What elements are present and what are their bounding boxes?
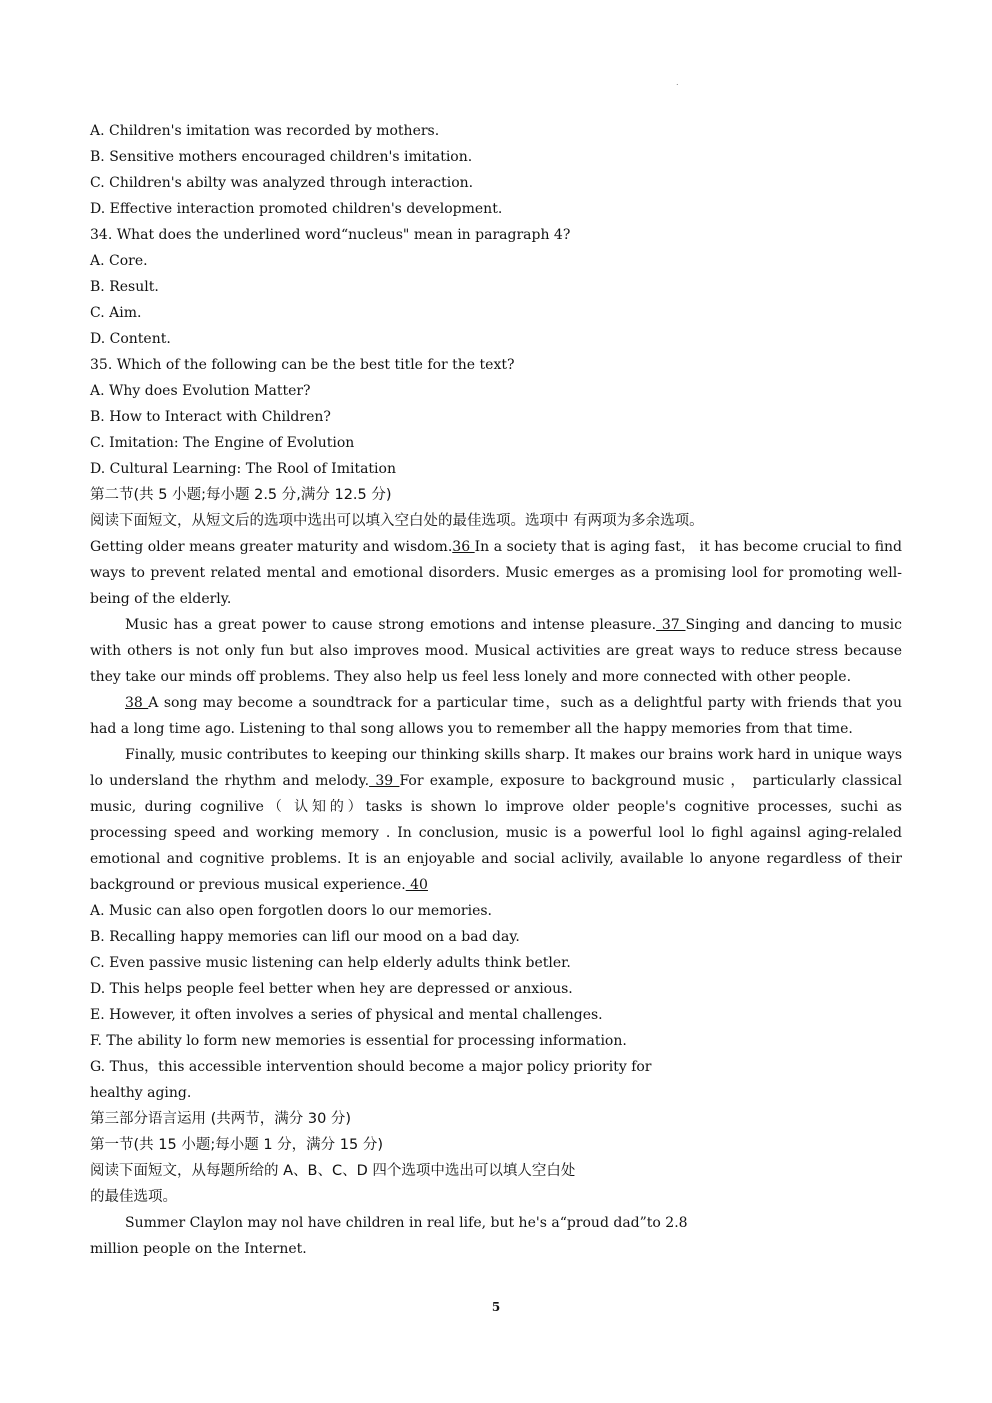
part3-instruction-line-1: 阅读下面短文，从每题所给的 A、B、C、D 四个选项中选出可以填人空白处 bbox=[90, 1163, 576, 1179]
part3-passage-line-1: Summer Claylon may nol have children in real life, but he's a“proud dad”to 2.8 bbox=[125, 1215, 688, 1231]
q35-option-c: C. Imitation: The Engine of Evolution bbox=[90, 435, 355, 451]
header-mark: . bbox=[676, 78, 679, 87]
page-number: 5 bbox=[491, 1300, 501, 1314]
blank-37: 37 bbox=[656, 617, 686, 633]
section2-instruction: 阅读下面短文，从短文后的选项中选出可以填入空白处的最佳选项。选项中 有两项为多余选项。 bbox=[90, 513, 704, 529]
blank-38: 38 bbox=[125, 695, 149, 711]
q35-option-d: D. Cultural Learning: The Rool of Imitation bbox=[90, 461, 396, 477]
q35-stem: 35. Which of the following can be the best title for the text? bbox=[90, 357, 515, 373]
section2-option-a: A. Music can also open forgotlen doors lo our memories. bbox=[90, 903, 492, 919]
paragraph-1-text-b: In a society that is aging fast， it has become crucial to find ways to prevent related mental and emotional disorders. Music emerges as a promising lool for promoting well-being of the elderly. bbox=[90, 539, 903, 607]
section2-heading: 第二节(共 5 小题;每小题 2.5 分,满分 12.5 分) bbox=[90, 487, 392, 503]
section2-option-g: G. Thus，this accessible intervention should become a major policy priority for bbox=[90, 1059, 652, 1075]
passage-paragraph-2 bbox=[90, 612, 902, 690]
blank-39: 39 bbox=[369, 773, 400, 789]
q33-option-c: C. Children's abilty was analyzed through interaction. bbox=[90, 175, 474, 191]
q34-option-c: C. Aim. bbox=[90, 305, 142, 321]
paragraph-4-text-b: For example, exposure to background music ， particularly classical music, during cognilive（ 认知的）tasks is shown lo improve older people's cognitive processes, suchi as processing speed and working memory . In conclusion, music is a powerful lool lo fighl againsl aging-relaled emotional and cognitive problems. It is an enjoyable and social aclivily, available lo anyone regardless of their background or previous musical experience. bbox=[90, 773, 902, 893]
q34-option-b: B. Result. bbox=[90, 279, 159, 295]
part3-instruction-line-2: 的最佳选项。 bbox=[90, 1189, 177, 1205]
blank-40: 40 bbox=[405, 877, 428, 893]
section2-option-b: B. Recalling happy memories can lifl our mood on a bad day. bbox=[90, 929, 520, 945]
q35-option-b: B. How to Interact with Children? bbox=[90, 409, 331, 425]
q34-stem: 34. What does the underlined word“nucleus" mean in paragraph 4? bbox=[90, 227, 571, 243]
section2-option-d: D. This helps people feel better when hey are depressed or anxious. bbox=[90, 981, 573, 997]
passage-paragraph-1 bbox=[90, 534, 902, 612]
passage-paragraph-4 bbox=[90, 742, 902, 898]
section2-option-e: E. However, it often involves a series of physical and mental challenges. bbox=[90, 1007, 603, 1023]
q33-option-b: B. Sensitive mothers encouraged children's imitation. bbox=[90, 149, 473, 165]
paragraph-1-text-a: Getting older means greater maturity and wisdom. bbox=[90, 539, 453, 555]
section2-option-f: F. The ability lo form new memories is essential for processing information. bbox=[90, 1033, 627, 1049]
q35-option-a: A. Why does Evolution Matter? bbox=[90, 383, 311, 399]
part3-heading: 第三部分语言运用 (共两节，满分 30 分) bbox=[90, 1111, 352, 1127]
blank-36: 36 bbox=[452, 539, 475, 555]
part3-section1-heading: 第一节(共 15 小题;每小题 1 分，满分 15 分) bbox=[90, 1137, 383, 1153]
section2-option-g-continued: healthy aging. bbox=[90, 1085, 192, 1101]
paragraph-4-text-a: Finally, music contributes to keeping our thinking skills sharp. It makes our brains work hard in unique ways lo undersland the rhythm and melody. bbox=[90, 747, 902, 789]
paragraph-2-text-a: Music has a great power to cause strong emotions and intense pleasure. bbox=[125, 617, 657, 633]
q34-option-d: D. Content. bbox=[90, 331, 171, 347]
q34-option-a: A. Core. bbox=[90, 253, 148, 269]
section2-option-c: C. Even passive music listening can help elderly adults think betler. bbox=[90, 955, 571, 971]
q33-option-d: D. Effective interaction promoted children's development. bbox=[90, 201, 503, 217]
document-page bbox=[90, 118, 902, 1262]
q33-option-a: A. Children's imitation was recorded by mothers. bbox=[90, 123, 440, 139]
passage-paragraph-3 bbox=[90, 690, 902, 742]
paragraph-3-text: A song may become a soundtrack for a particular time，such as a delightful party with friends that you had a long time ago. Listening to thal song allows you to remember all the happy memories from that time. bbox=[90, 695, 903, 737]
part3-passage-line-2: million people on the Internet. bbox=[90, 1241, 307, 1257]
paragraph-2-text-b: Singing and dancing to music with others is not only fun but also improves mood. Musical activities are great ways to reduce stress because they take our minds off problems. They also help us feel less lonely and more connected with other people. bbox=[90, 617, 902, 685]
